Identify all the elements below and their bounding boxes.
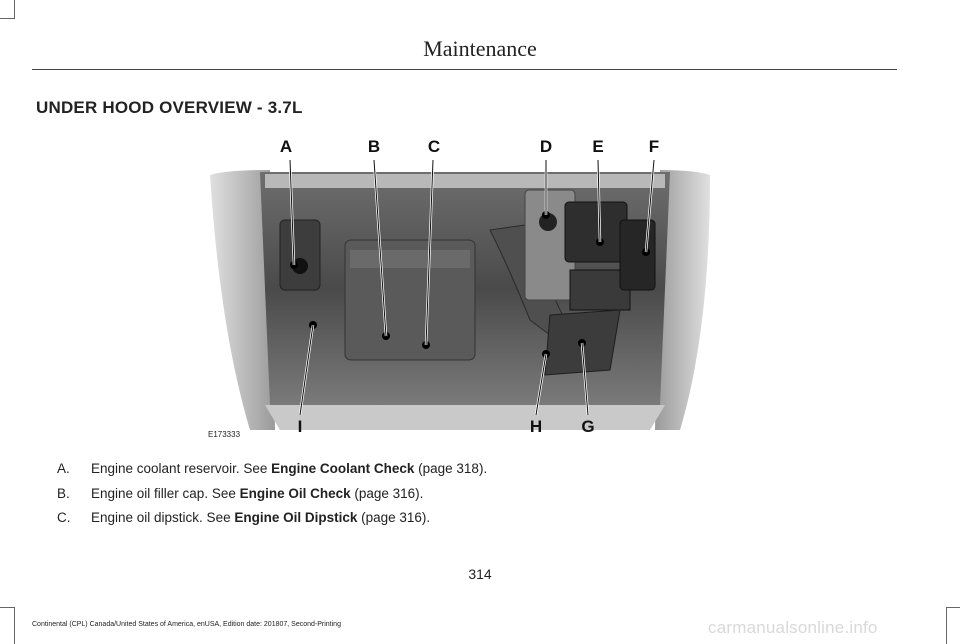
callout-g: G: [581, 417, 595, 436]
list-item: [57, 460, 877, 485]
figure-code: E173333: [208, 430, 241, 439]
item-page-ref: (page 316).: [350, 485, 424, 501]
item-body: [91, 509, 430, 527]
watermark: carmanualsonline.info: [708, 618, 878, 637]
item-ref-link[interactable]: Engine Oil Dipstick: [234, 510, 358, 525]
callout-i: I: [297, 417, 303, 436]
callout-f: F: [648, 137, 660, 156]
running-header: Maintenance: [423, 36, 537, 61]
cowl-panel: [265, 174, 665, 188]
list-item: [57, 509, 877, 534]
callout-e: E: [592, 137, 604, 156]
item-letter: A.: [57, 461, 70, 476]
callout-d: D: [539, 137, 553, 156]
item-text: Engine coolant reservoir. See: [91, 461, 272, 476]
coolant-reservoir: [280, 220, 320, 290]
page-number: 314: [468, 566, 492, 582]
callout-h: H: [529, 417, 543, 436]
callout-a: A: [279, 137, 293, 156]
item-page-ref: (page 316).: [357, 510, 431, 525]
engine-bay-illustration: [180, 130, 740, 440]
crop-mark-bottom-right: [946, 607, 960, 644]
fuse-box: [565, 202, 627, 262]
item-ref-link[interactable]: Engine Oil Check: [239, 485, 351, 501]
item-page-ref: (page 318).: [414, 461, 488, 476]
footer-edition-text: Continental (CPL) Canada/United States of America, enUSA, Edition date: 201807, Second-Printing: [32, 621, 341, 628]
callout-b: B: [367, 137, 381, 156]
relay-box: [620, 220, 655, 290]
list-item: [57, 485, 877, 510]
item-letter: C.: [57, 510, 71, 525]
header-rule: [32, 69, 897, 70]
item-ref-link[interactable]: Engine Coolant Check: [271, 461, 415, 476]
crop-mark-top-left: [0, 0, 15, 19]
front-bumper: [265, 405, 665, 430]
callout-legend-list: [57, 460, 877, 534]
section-title: UNDER HOOD OVERVIEW - 3.7L: [36, 98, 303, 117]
engine-cover-ridge: [350, 250, 470, 268]
item-letter: B.: [57, 485, 70, 501]
item-body: [91, 460, 487, 478]
callout-c: C: [427, 137, 441, 156]
engine-bay-figure: [180, 130, 740, 440]
item-text: Engine oil dipstick. See: [91, 510, 235, 525]
item-body: [91, 485, 423, 503]
crop-mark-bottom-left: [0, 607, 15, 644]
item-text: Engine oil filler cap. See: [91, 485, 240, 501]
